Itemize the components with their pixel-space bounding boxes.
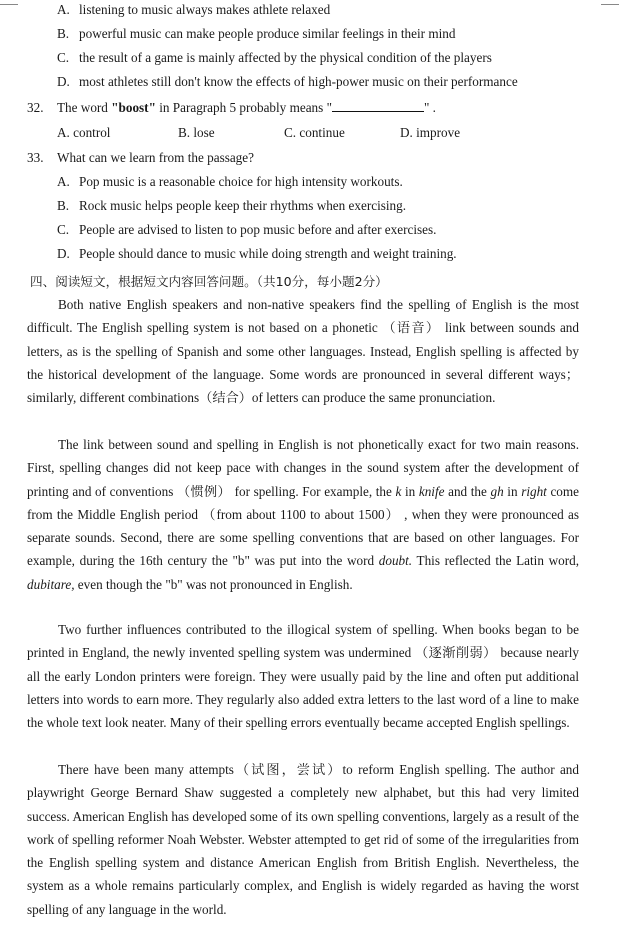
passage-paragraph-3: Two further influences contributed to the illogical system of spelling. When books began to be printed in England, the newly invented spelling system was undermined （逐渐削弱） because nearly all the early London printers were foreign. They were usually paid by the line and often put additional letters into words to earn more. They regularly also added extra letters to the last word of a line to make the whole text look neater. Many of their spelling errors eventually became accepted English spellings. [27, 622, 579, 731]
q31-option-b: B. powerful music can make people produce similar feelings in their mind [57, 26, 456, 41]
q32-stem: 32. The word "boost" in Paragraph 5 probably means " " . [27, 100, 436, 115]
q31-option-c: C. the result of a game is mainly affected by the physical condition of the players [57, 50, 492, 65]
q32-option-a: A. control [57, 125, 111, 140]
page-corner-mark [0, 0, 18, 5]
passage-paragraph-2: The link between sound and spelling in English is not phonetically exact for two main reasons. First, spelling changes did not keep pace with changes in the sound system after the development of printing and of conventions （惯例） for spelling. For example, the k in knife and the gh in right come from the Middle English period （from about 1100 to about 1500） , when they were pronounced as separate sounds. Second, there are some spelling conventions that are based on other languages. For example, during the 16th century the "b" was put into the word doubt. This reflected the Latin word, dubitare, even though the "b" was not pronounced in English. [27, 437, 580, 592]
q32-keyword: "boost" [111, 100, 156, 115]
q31-option-d: D. most athletes still don't know the effects of high-power music on their performance [57, 74, 518, 89]
section-heading: 四、阅读短文，根据短文内容回答问题。（共10分，每小题2分） [30, 274, 388, 289]
page-corner-mark [601, 0, 619, 5]
q33-option-d: D. People should dance to music while doing strength and weight training. [57, 246, 457, 261]
q33-option-c: C. People are advised to listen to pop music before and after exercises. [57, 222, 437, 237]
q33-option-a: A. Pop music is a reasonable choice for high intensity workouts. [57, 174, 403, 189]
answer-blank [332, 100, 424, 112]
q32-option-b: B. lose [178, 125, 215, 140]
passage-paragraph-1: Both native English speakers and non-native speakers find the spelling of English is the most difficult. The English spelling system is not based on a phonetic （语音） link between sounds and letters, as is the spelling of Spanish and some other languages. Instead, English spelling is affected by the historical development of the language. Some words are pronounced in several different ways； similarly, different combinations（结合）of letters can produce the same pronunciation. [27, 297, 579, 406]
q31-option-a: A. listening to music always makes athlete relaxed [57, 2, 331, 17]
q33-stem: 33. What can we learn from the passage? [27, 150, 254, 165]
q32-option-d: D. improve [400, 125, 461, 140]
q32-option-c: C. continue [284, 125, 345, 140]
q33-option-b: B. Rock music helps people keep their rhythms when exercising. [57, 198, 407, 213]
passage-paragraph-4: There have been many attempts（试图，尝试）to reform English spelling. The author and playwright George Bernard Shaw suggested a completely new alphabet, but this had very limited success. American English has developed some of its own spelling conventions, largely as a result of the work of spelling reformer Noah Webster. Webster attempted to get rid of some of the irregularities from the English spelling system and distance American English from British English. Nevertheless, the system as a whole remains particularly complex, and English is widely regarded as having the worst spelling of any language in the world. [27, 762, 579, 917]
